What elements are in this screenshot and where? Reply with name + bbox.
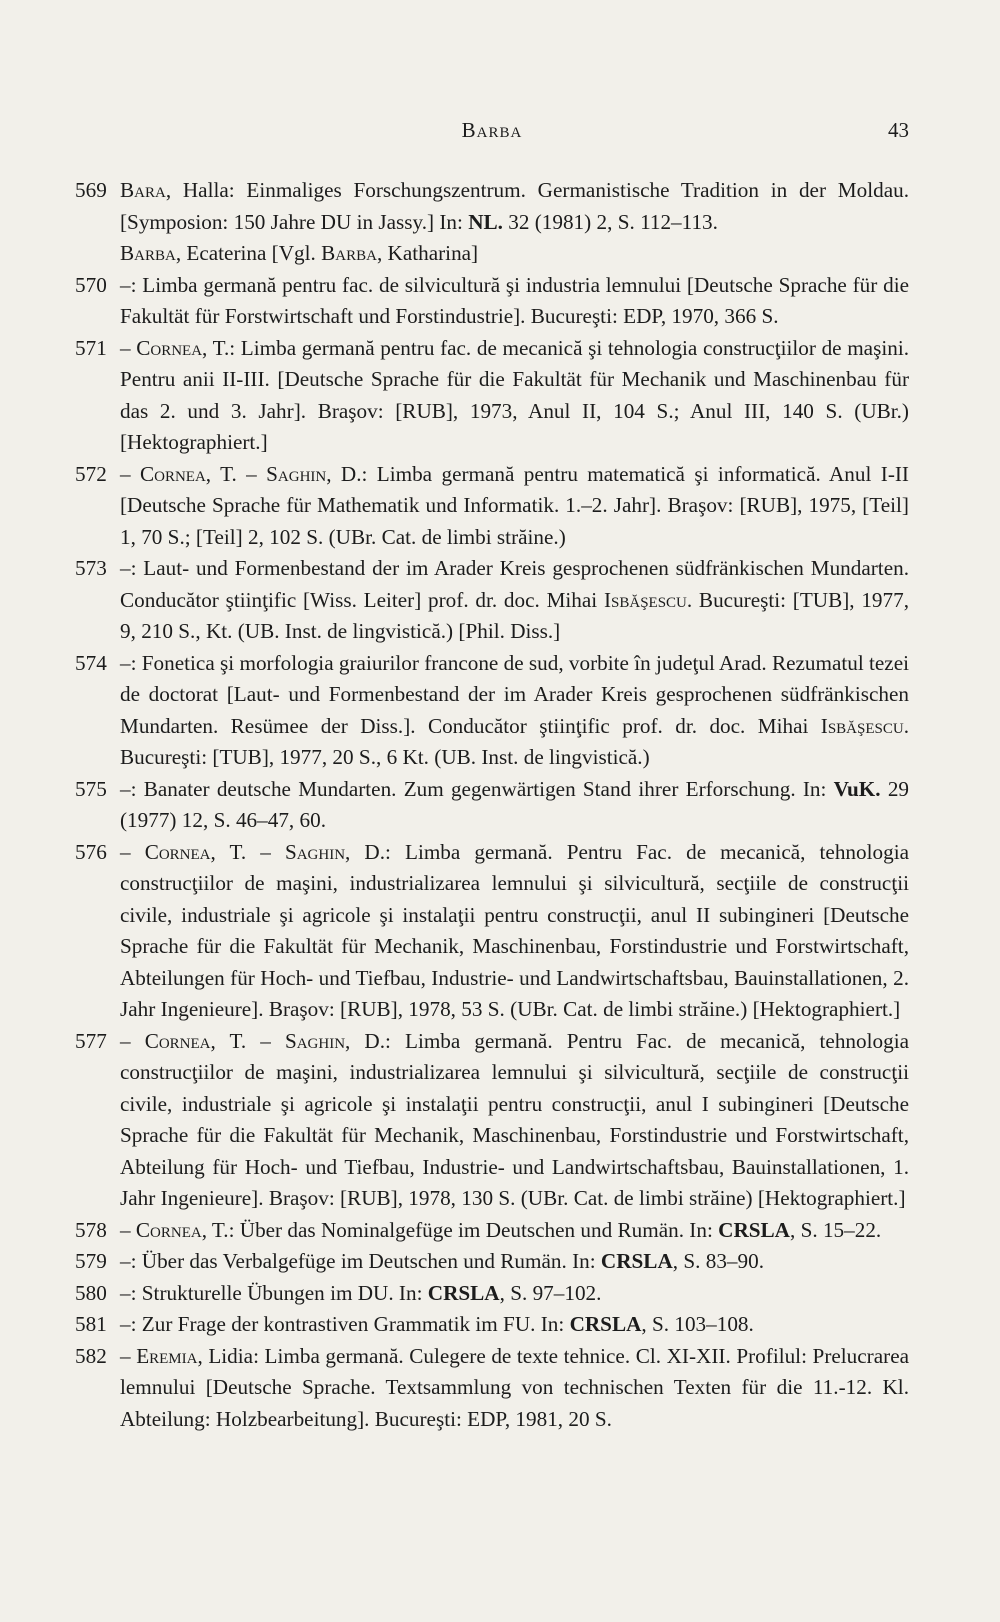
entry-number: 578 <box>75 1217 107 1242</box>
entry-text: –: Laut- und Formenbestand der im Arader Kreis gesprochenen südfränkischen Mundarten. Conducător ştiinţific [Wiss. Leiter] prof. dr. doc. Mihai <box>120 556 909 612</box>
author-name: Barba <box>120 241 176 265</box>
author-name: Isbăşescu <box>603 587 687 612</box>
entry-text: , Ecaterina [Vgl. <box>175 241 322 265</box>
bibliography-entry-577 <box>75 1026 909 1215</box>
entry-number: 575 <box>75 776 107 801</box>
entry-text: – <box>120 1217 136 1242</box>
entry-number: 571 <box>75 335 107 360</box>
entry-text: , D.: Limba germană pentru matematică şi informatică. Anul I-II [Deutsche Sprache für Mathematik und Informatik. 1.–2. Jahr]. Braşov: [RUB], 1975, [Teil] 1, 70 S.; [Teil] 2, 102 S. (UBr. Cat. de limbi străine.) <box>120 461 909 549</box>
bibliography-entry-581 <box>75 1309 909 1341</box>
entry-text: 32 (1981) 2, S. 112–113. <box>502 209 718 234</box>
entry-text: , T. – <box>210 839 285 864</box>
bibliography-entry-578 <box>75 1215 909 1247</box>
entry-text: , S. 97–102. <box>499 1280 602 1305</box>
entry-text: – <box>120 839 145 864</box>
entry-text: – <box>120 335 137 360</box>
entry-text: , S. 83–90. <box>672 1249 764 1273</box>
bibliography-entry-579 <box>75 1246 909 1278</box>
entry-text: –: Zur Frage der kontrastiven Grammatik im FU. In: <box>120 1312 570 1336</box>
author-name: Saghin <box>284 839 346 864</box>
bibliography-entry-576 <box>75 837 909 1026</box>
author-name: Cornea <box>135 1217 202 1242</box>
entry-number: 579 <box>75 1249 107 1273</box>
author-name: Cornea <box>144 839 211 864</box>
entry-text: , T.: Über das Nominalgefüge im Deutschen und Rumän. In: <box>201 1217 719 1242</box>
journal-abbreviation: VuK. <box>833 776 881 801</box>
entry-number: 580 <box>75 1280 107 1305</box>
entry-text: –: Über das Verbalgefüge im Deutschen und Rumän. In: <box>120 1249 601 1273</box>
author-name: Saghin <box>266 461 327 486</box>
author-name: Bara <box>120 178 166 202</box>
bibliography-entry-580 <box>75 1278 909 1310</box>
author-name: Saghin <box>284 1028 346 1053</box>
entry-number: 572 <box>75 461 107 486</box>
page-header <box>75 118 909 158</box>
entry-text: . Bucureşti: [TUB], 1977, 9, 210 S., Kt. (UB. Inst. de lingvistică.) [Phil. Diss.] <box>120 587 909 643</box>
entry-number: 570 <box>75 272 107 297</box>
page-number: 43 <box>888 118 909 142</box>
journal-abbreviation: CRSLA <box>718 1217 790 1242</box>
entry-text: , Katharina] <box>376 241 479 265</box>
author-name: Eremia <box>136 1343 198 1368</box>
journal-abbreviation: CRSLA <box>427 1280 500 1305</box>
entry-text: 29 (1977) 12, S. 46–47, 60. <box>120 776 910 832</box>
journal-abbreviation: NL. <box>468 209 503 234</box>
entry-text: – <box>120 1028 145 1053</box>
journal-abbreviation: CRSLA <box>569 1312 642 1336</box>
entry-number: 582 <box>75 1343 107 1368</box>
bibliography-entries <box>75 175 909 1435</box>
entry-text: , T. – <box>210 1028 285 1053</box>
entry-text: , Halla: Einmaliges Forschungszentrum. Germanistische Tradition in der Moldau. [Symposion: 150 Jahre DU in Jassy.] In: <box>120 178 909 234</box>
entry-text: , Lidia: Limba germană. Culegere de texte tehnice. Cl. XI-XII. Profilul: Prelucrarea lemnului [Deutsche Sprache. Textsammlung von technischen Texten für die 11.-12. Kl. Abteilung: Holzbearbeitung]. Bucureşti: EDP, 1981, 20 S. <box>120 1343 909 1431</box>
entry-text: – <box>120 1343 137 1368</box>
entry-text: , S. 15–22. <box>789 1217 882 1242</box>
entry-number: 569 <box>75 178 107 202</box>
entry-text: , D.: Limba germană. Pentru Fac. de mecanică, tehnologia construcţiilor de maşini, industrializarea lemnului şi silvicultură, secţiile de construcţii civile, industriale şi agricole şi instalaţii pentru construcţii, anul II subingineri [Deutsche Sprache für die Fakultät für Mechanik, Maschinenbau, Forstindustrie und Forstwirtschaft, Abteilungen für Hoch- und Tiefbau, Industrie- und Landwirtschaftsbau, Bauinstallationen, 2. Jahr Ingenieure]. Braşov: [RUB], 1978, 53 S. (UBr. Cat. de limbi străine.) [Hektographiert.] <box>120 839 909 1021</box>
bibliography-entry-569 <box>75 175 909 238</box>
entry-number: 581 <box>75 1312 107 1336</box>
entry-text: , T. – <box>205 461 267 486</box>
bibliography-entry-572 <box>75 459 909 554</box>
entry-text: . Bucureşti: [TUB], 1977, 20 S., 6 Kt. (UB. Inst. de lingvistică.) <box>120 713 909 769</box>
bibliography-entry-575 <box>75 774 909 837</box>
entry-text: –: Limba germană pentru fac. de silvicultură şi industria lemnului [Deutsche Sprache für die Fakultät für Forstwirtschaft und Forstindustrie]. Bucureşti: EDP, 1970, 366 S. <box>120 272 909 328</box>
bibliography-entry-574 <box>75 648 909 774</box>
journal-abbreviation: CRSLA <box>600 1249 673 1273</box>
entry-text: –: Strukturelle Übungen im DU. In: <box>120 1280 428 1305</box>
bibliography-entry-570 <box>75 270 909 333</box>
entry-number: 573 <box>75 556 107 580</box>
author-name: Isbăşescu <box>820 713 904 738</box>
entry-text: , T.: Limba germană pentru fac. de mecanică şi tehnologia construcţiilor de maşini. Pentru anii II-III. [Deutsche Sprache für die Fakultät für Mechanik und Maschinenbau für das 2. und 3. Jahr]. Braşov: [RUB], 1973, Anul II, 104 S.; Anul III, 140 S. (UBr.) [Hektographiert.] <box>120 335 909 454</box>
bibliography-entry-barba-ecaterina <box>75 238 909 270</box>
bibliography-entry-582 <box>75 1341 909 1436</box>
author-name: Barba <box>321 241 377 265</box>
entry-text: , S. 103–108. <box>641 1312 754 1336</box>
author-name: Cornea <box>139 461 206 486</box>
author-name: Cornea <box>144 1028 211 1053</box>
entry-text: , D.: Limba germană. Pentru Fac. de mecanică, tehnologia construcţiilor de maşini, industrializarea lemnului şi silvicultură, secţiile de construcţii civile, industriale şi agricole şi instalaţii pentru construcţii, anul I subingineri [Deutsche Sprache für die Fakultät für Mechanik, Maschinenbau, Forstindustrie und Forstwirtschaft, Abteilung für Hoch- und Tiefbau, Industrie- und Landwirtschaftsbau, Bauinstallationen, 1. Jahr Ingenieure]. Braşov: [RUB], 1978, 130 S. (UBr. Cat. de limbi străine) [Hektographiert.] <box>120 1028 909 1210</box>
entry-text: –: Banater deutsche Mundarten. Zum gegenwärtigen Stand ihrer Erforschung. In: <box>120 776 834 801</box>
running-head: Barba <box>461 118 523 142</box>
entry-text: –: Fonetica şi morfologia graiurilor francone de sud, vorbite în judeţul Arad. Rezumatul tezei de doctorat [Laut- und Formenbestand der im Arader Kreis gesprochenen südfränkischen Mundarten. Resümee der Diss.]. Conducător ştiinţific prof. dr. doc. Mihai <box>120 650 910 738</box>
entry-number: 574 <box>75 650 107 675</box>
author-name: Cornea <box>136 335 203 360</box>
bibliography-entry-573 <box>75 553 909 648</box>
entry-number: 576 <box>75 839 107 864</box>
bibliography-entry-571 <box>75 333 909 459</box>
entry-number: 577 <box>75 1028 107 1053</box>
entry-text: – <box>120 461 140 486</box>
